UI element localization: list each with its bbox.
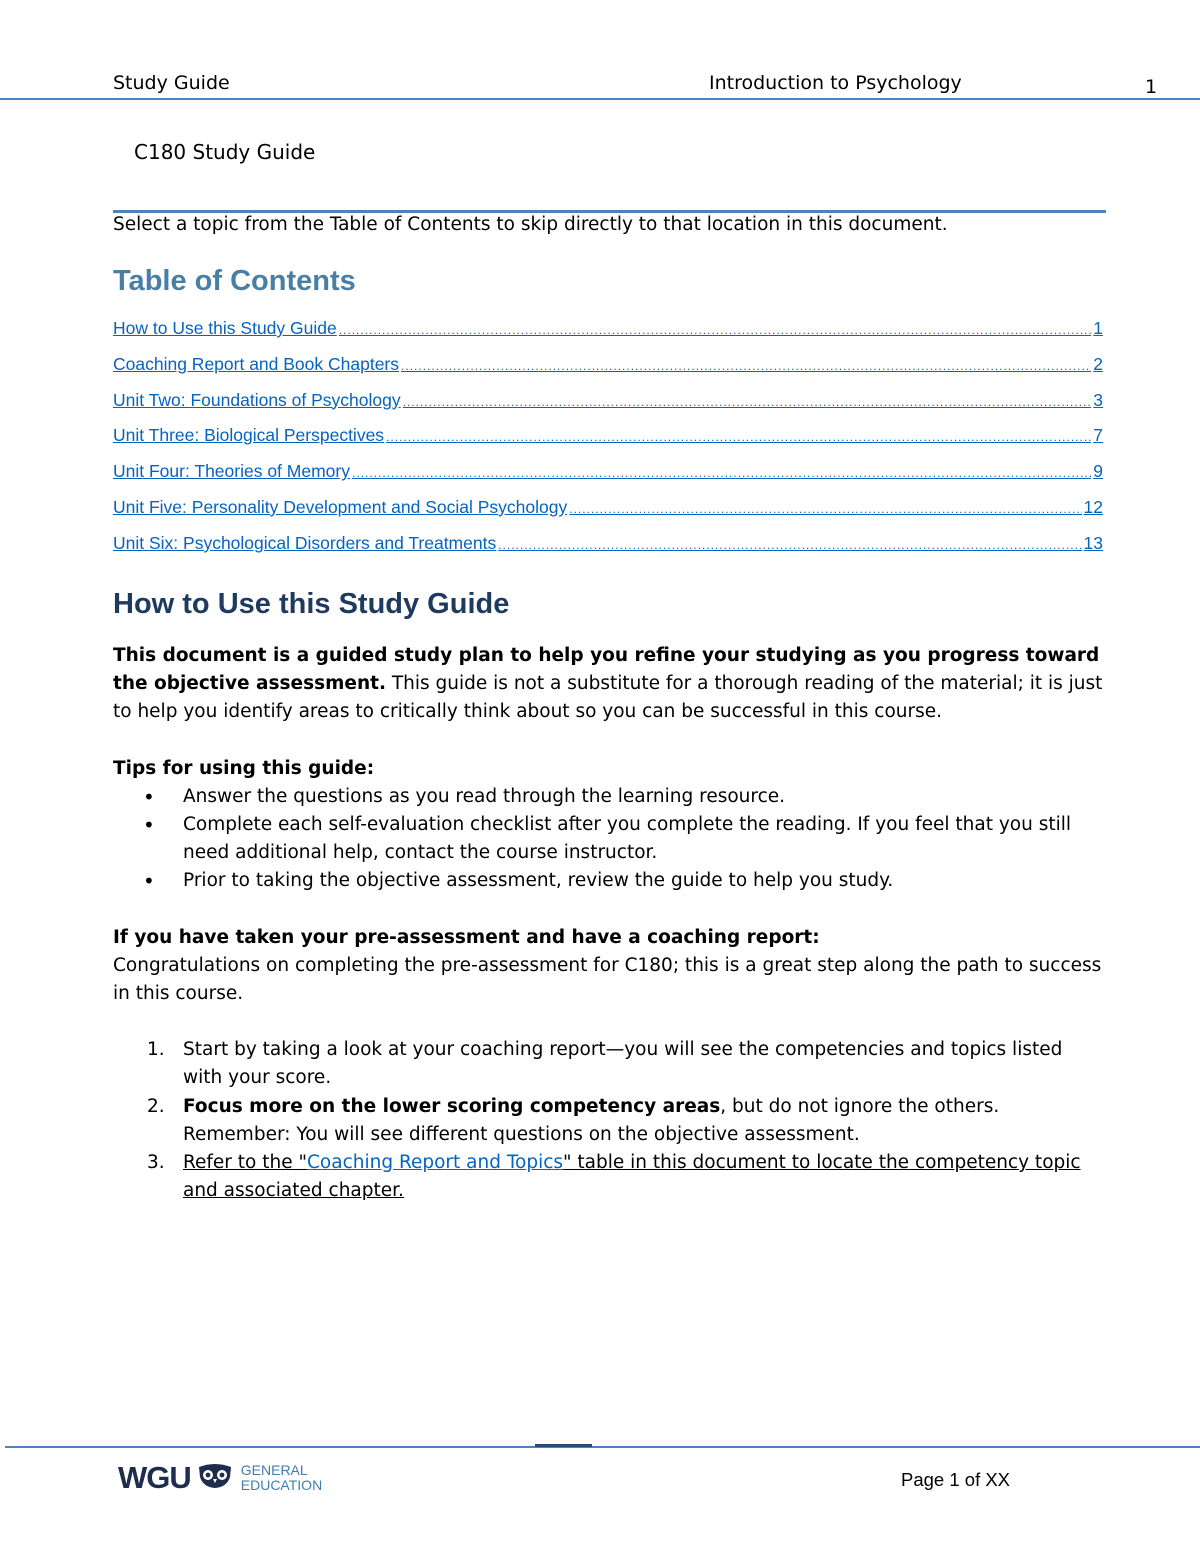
step-text-post: " table in this document to locate the competency topic and associated chapter. — [183, 1152, 1081, 1202]
toc-entry[interactable] — [113, 461, 1103, 497]
tips-heading: Tips for using this guide: — [113, 757, 375, 779]
owl-icon — [197, 1463, 233, 1493]
lead-paragraph — [113, 642, 1103, 727]
page-header — [0, 70, 1200, 100]
lead-rest-text: This guide is not a substitute for a thorough reading of the material; it is just to help you identify areas to critically think about so you can be successful in this course. — [113, 673, 1103, 723]
list-item: • Complete each self-evaluation checklist after you complete the reading. If you feel that you still need additional help, contact the course instructor. — [113, 811, 1103, 867]
step-number: 2. — [147, 1095, 165, 1117]
toc-leader-dots — [339, 323, 1092, 337]
toc-entry-title[interactable]: Unit Four: Theories of Memory — [113, 461, 350, 482]
step-text-pre: Refer to the " — [183, 1152, 307, 1174]
toc-leader-dots — [401, 359, 1091, 373]
logo-subtitle — [241, 1463, 322, 1493]
toc-entry-title[interactable]: Unit Five: Personality Development and Social Psychology — [113, 496, 568, 517]
toc-leader-dots — [498, 538, 1081, 552]
toc-leader-dots — [569, 502, 1081, 516]
step-text: Start by taking a look at your coaching report—you will see the competencies and topics listed with your score. — [183, 1039, 1063, 1089]
footer-accent-bar — [535, 1444, 592, 1447]
toc-heading: Table of Contents — [113, 265, 356, 297]
section-heading: How to Use this Study Guide — [113, 588, 510, 620]
toc-entry[interactable] — [113, 354, 1103, 390]
toc-entry-page[interactable]: 7 — [1093, 425, 1103, 446]
toc-entry-page[interactable]: 13 — [1083, 532, 1103, 553]
step-bold-text: Focus more on the lower scoring competency areas — [183, 1095, 721, 1117]
toc-entry-title[interactable]: Coaching Report and Book Chapters — [113, 353, 400, 374]
toc-entry[interactable] — [113, 533, 1103, 569]
toc-entry[interactable] — [113, 390, 1103, 426]
toc-entry-page[interactable]: 3 — [1093, 389, 1103, 410]
tips-list — [113, 783, 1103, 896]
header-course-title: Introduction to Psychology — [709, 72, 962, 94]
toc-leader-dots — [352, 466, 1091, 480]
coaching-text: Congratulations on completing the pre-assessment for C180; this is a great step along the path to success in this course. — [113, 954, 1102, 1005]
step-number: 3. — [147, 1152, 165, 1174]
toc-leader-dots — [386, 430, 1091, 444]
toc-leader-dots — [403, 395, 1092, 409]
toc-entry-page[interactable]: 12 — [1083, 496, 1103, 517]
toc-entry[interactable] — [113, 318, 1103, 354]
footer-page-label: Page 1 of XX — [901, 1469, 1011, 1490]
steps-list — [113, 1036, 1103, 1205]
toc-entry-title[interactable]: Unit Three: Biological Perspectives — [113, 425, 385, 446]
step-number: 1. — [147, 1039, 165, 1061]
logo-wordmark: WGU — [118, 1460, 191, 1495]
toc-entry[interactable] — [113, 497, 1103, 533]
toc-entry[interactable] — [113, 425, 1103, 461]
table-of-contents — [113, 318, 1103, 569]
coaching-heading: If you have taken your pre-assessment and have a coaching report: — [113, 926, 820, 948]
coaching-report-link[interactable]: Coaching Report and Topics — [307, 1152, 564, 1174]
wgu-logo — [118, 1458, 322, 1498]
header-page-number: 1 — [1145, 76, 1158, 98]
lead-bold-text: This document is a guided study plan to help you refine your studying as you progress toward the objective assessment. — [113, 645, 1100, 695]
toc-entry-page[interactable]: 2 — [1093, 353, 1103, 374]
toc-entry-page[interactable]: 1 — [1093, 318, 1103, 338]
intro-text: Select a topic from the Table of Contents to skip directly to that location in this document. — [113, 214, 948, 235]
toc-entry-title[interactable]: Unit Two: Foundations of Psychology — [113, 389, 401, 410]
list-item: • Prior to taking the objective assessment, review the guide to help you study. — [113, 867, 1103, 895]
list-item: • Answer the questions as you read through the learning resource. — [113, 783, 1103, 811]
list-item — [113, 1149, 1103, 1205]
header-left-text: Study Guide — [113, 72, 230, 94]
section-body — [113, 642, 1103, 1205]
title-divider — [113, 210, 1106, 213]
toc-entry-title[interactable]: How to Use this Study Guide — [113, 318, 337, 338]
toc-entry-page[interactable]: 9 — [1093, 461, 1103, 482]
list-item — [113, 1036, 1103, 1092]
footer-divider — [5, 1446, 1200, 1448]
logo-subtitle-line1: GENERAL — [240, 1462, 308, 1478]
step-text: , but do not ignore the others. Remember: You will see different questions on the objective assessment. — [183, 1095, 1000, 1145]
document-title: C180 Study Guide — [134, 140, 316, 164]
list-item — [113, 1093, 1103, 1149]
toc-entry-title[interactable]: Unit Six: Psychological Disorders and Treatments — [113, 532, 497, 553]
logo-subtitle-line2: EDUCATION — [240, 1477, 323, 1493]
